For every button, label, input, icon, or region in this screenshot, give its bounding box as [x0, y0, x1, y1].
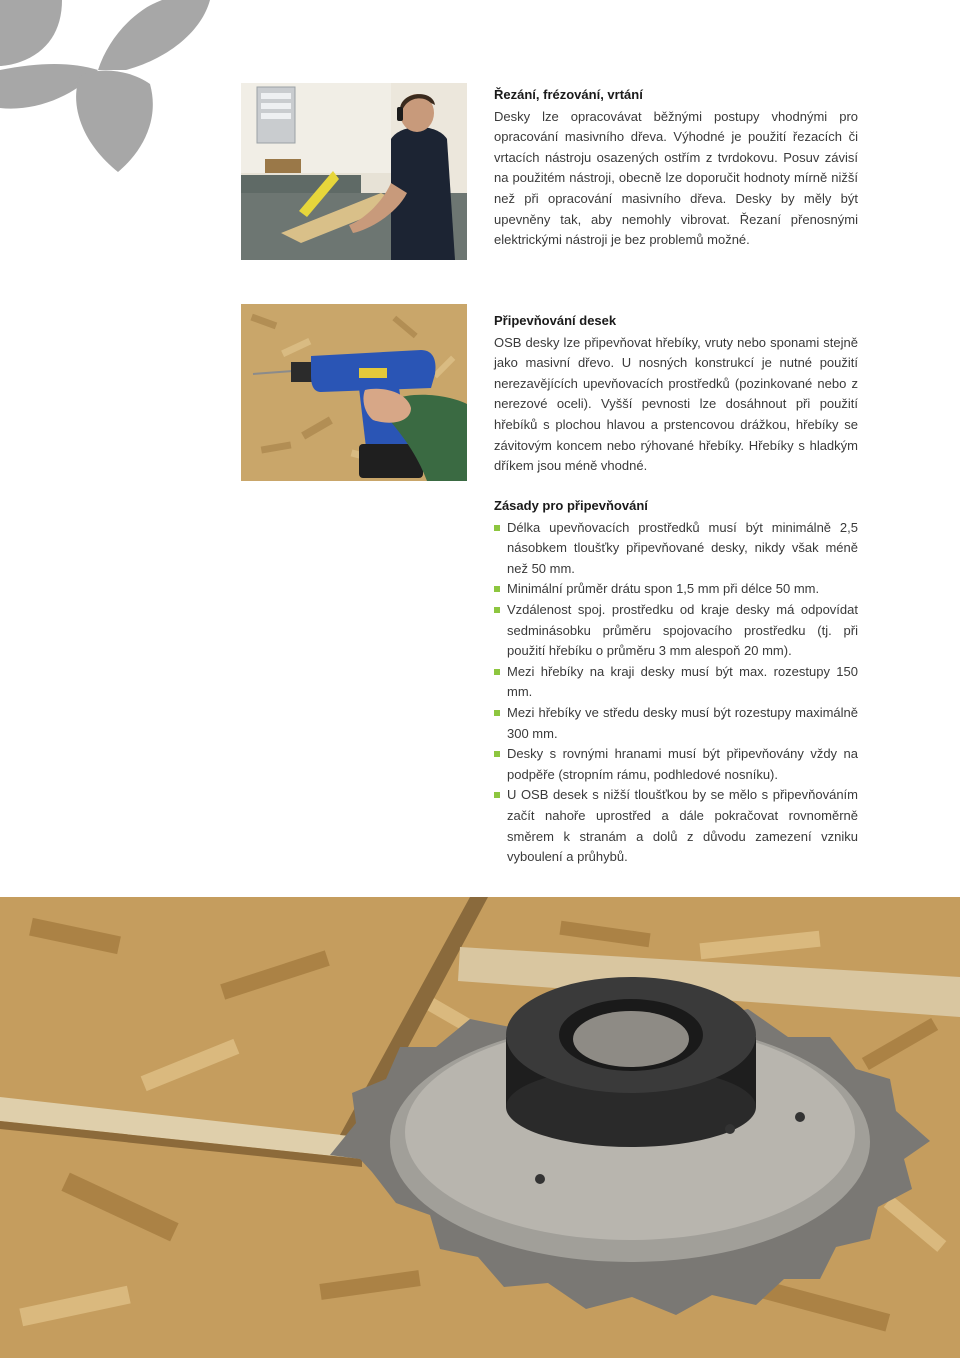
list-item-text: Vzdálenost spoj. prostředku od kraje desky má odpovídat sedminásobku průměru spojovacího prostředku (tj. při použití hřebíku o průměru 3 mm alespoň 20 mm).	[507, 601, 858, 659]
list-item	[494, 785, 858, 867]
square-bullet-icon	[494, 586, 500, 592]
section-fastening	[494, 311, 858, 477]
square-bullet-icon	[494, 669, 500, 675]
list-item	[494, 744, 858, 785]
square-bullet-icon	[494, 751, 500, 757]
list-item-text: U OSB desek s nižší tloušťkou by se mělo s připevňováním začít nahoře uprostřed a dále pokračovat rovnoměrně směrem k stranám a dolů z důvodu zamezení vzniku vyboulení a průhybů.	[507, 787, 858, 865]
square-bullet-icon	[494, 710, 500, 716]
photo-cordless-drill	[241, 304, 467, 481]
list-item	[494, 600, 858, 662]
list-item	[494, 703, 858, 744]
list-item-text: Délka upevňovacích prostředků musí být minimálně 2,5 násobkem tloušťky připevňované desky, nikdy však méně než 50 mm.	[507, 519, 858, 576]
list-item-text: Desky s rovnými hranami musí být připevňovány vždy na podpěře (stropním rámu, podhledové nosníku).	[507, 746, 858, 782]
leaf-logo-icon	[0, 0, 210, 180]
principles-list	[494, 518, 858, 868]
photo-cutter-on-osb	[0, 897, 960, 1358]
square-bullet-icon	[494, 607, 500, 613]
list-item-text: Mezi hřebíky na kraji desky musí být max. rozestupy 150 mm.	[507, 663, 858, 700]
photo-table-saw	[241, 83, 467, 260]
principles-heading: Zásady pro připevňování	[494, 498, 648, 513]
list-item-text: Mezi hřebíky ve středu desky musí být rozestupy maximálně 300 mm.	[507, 704, 858, 741]
section-cutting	[494, 85, 858, 251]
list-item	[494, 579, 858, 600]
square-bullet-icon	[494, 525, 500, 531]
list-item-text: Minimální průměr drátu spon 1,5 mm při délce 50 mm.	[507, 581, 820, 597]
square-bullet-icon	[494, 792, 500, 798]
list-item	[494, 662, 858, 703]
fastening-heading: Připevňování desek	[494, 313, 617, 328]
cutting-heading: Řezání, frézování, vrtání	[494, 87, 643, 102]
fastening-text: OSB desky lze připevňovat hřebíky, vruty nebo sponami stejně jako masivní dřevo. U nosných konstrukcí je nutné použití nerezavějících upevňovacích prostředků (pozinkované nebo z nerezové oceli). Vyšší pevnosti lze dosáhnout při použití hřebíků s plochou hlavou a prstencovou drážkou, hřebíky se závitovým koncem nebo rýhované hřebíky. Hřebíky s hladkým dříkem jsou méně vhodné.	[494, 334, 858, 474]
cutting-text: Desky lze opracovávat běžnými postupy vhodnými pro opracování masivního dřeva. Výhodné je použití řezacích či vrtacích nástroju osazených ostřím z tvrdokovu. Posuv závisí na použitém nástroji, obecně lze doporučit hodnoty mírně nižší než při opracování masivního dřeva. Desky by měly být upevněny tak, aby nemohly vibrovat. Řezaní přenosnými elektrickými nástroji je bez problemů možné.	[494, 108, 858, 248]
list-item	[494, 518, 858, 580]
section-principles	[494, 496, 858, 868]
